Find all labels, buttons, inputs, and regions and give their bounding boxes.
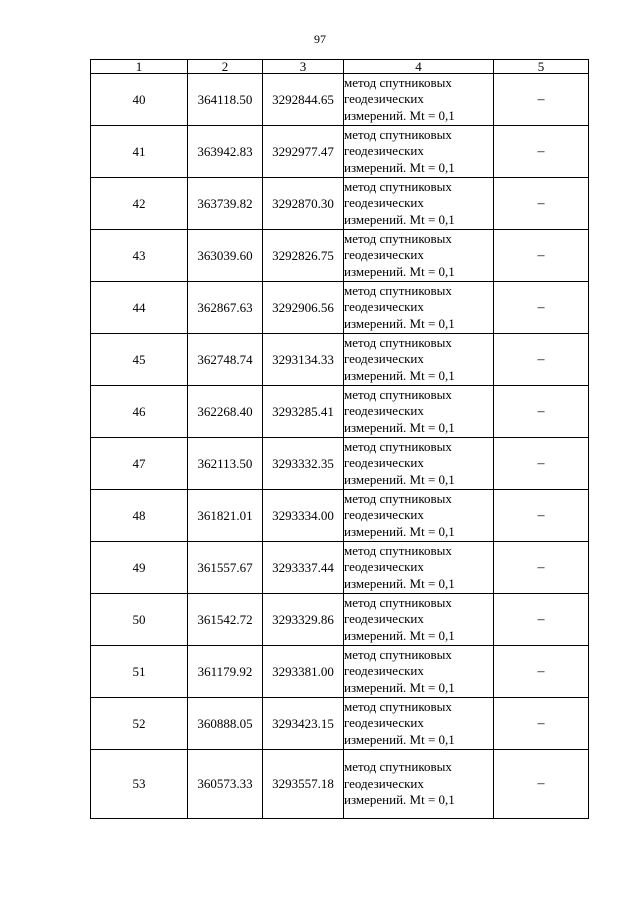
method-cell bbox=[344, 594, 494, 646]
method-line: метод спутниковых bbox=[344, 230, 452, 246]
method-cell bbox=[344, 230, 494, 282]
y-coordinate-cell: 3292844.65 bbox=[263, 74, 344, 126]
point-number-cell: 40 bbox=[91, 74, 188, 126]
note-cell: – bbox=[494, 126, 589, 178]
method-line: измерений. Mt = 0,1 bbox=[344, 627, 455, 643]
column-header-1: 1 bbox=[91, 60, 188, 74]
column-header-4: 4 bbox=[344, 60, 494, 74]
x-coordinate-cell: 361179.92 bbox=[188, 646, 263, 698]
table-row bbox=[91, 438, 589, 490]
method-line: измерений. Mt = 0,1 bbox=[344, 367, 455, 383]
method-line: измерений. Mt = 0,1 bbox=[344, 731, 455, 747]
x-coordinate-cell: 360573.33 bbox=[188, 750, 263, 819]
method-line: геодезических bbox=[344, 299, 424, 315]
method-line: геодезических bbox=[344, 715, 424, 731]
method-line: геодезических bbox=[344, 351, 424, 367]
method-line: метод спутниковых bbox=[344, 646, 452, 662]
table-row bbox=[91, 646, 589, 698]
method-line: измерений. Mt = 0,1 bbox=[344, 419, 455, 435]
note-cell: – bbox=[494, 178, 589, 230]
method-line: измерений. Mt = 0,1 bbox=[344, 679, 455, 695]
note-cell: – bbox=[494, 334, 589, 386]
method-line: измерений. Mt = 0,1 bbox=[344, 523, 455, 539]
x-coordinate-cell: 361542.72 bbox=[188, 594, 263, 646]
x-coordinate-cell: 364118.50 bbox=[188, 74, 263, 126]
method-line: метод спутниковых bbox=[344, 594, 452, 610]
method-cell bbox=[344, 282, 494, 334]
y-coordinate-cell: 3293381.00 bbox=[263, 646, 344, 698]
method-line: метод спутниковых bbox=[344, 698, 452, 714]
note-cell: – bbox=[494, 386, 589, 438]
y-coordinate-cell: 3293329.86 bbox=[263, 594, 344, 646]
method-line: измерений. Mt = 0,1 bbox=[344, 211, 455, 227]
column-header-5: 5 bbox=[494, 60, 589, 74]
method-line: геодезических bbox=[344, 663, 424, 679]
method-line: измерений. Mt = 0,1 bbox=[344, 471, 455, 487]
note-cell: – bbox=[494, 230, 589, 282]
point-number-cell: 44 bbox=[91, 282, 188, 334]
x-coordinate-cell: 362113.50 bbox=[188, 438, 263, 490]
method-cell bbox=[344, 74, 494, 126]
method-cell bbox=[344, 386, 494, 438]
method-line: метод спутниковых bbox=[344, 334, 452, 350]
column-header-2: 2 bbox=[188, 60, 263, 74]
point-number-cell: 51 bbox=[91, 646, 188, 698]
table-row bbox=[91, 230, 589, 282]
point-number-cell: 47 bbox=[91, 438, 188, 490]
point-number-cell: 53 bbox=[91, 750, 188, 819]
note-cell: – bbox=[494, 282, 589, 334]
note-cell: – bbox=[494, 750, 589, 819]
method-line: измерений. Mt = 0,1 bbox=[344, 575, 455, 591]
method-line: измерений. Mt = 0,1 bbox=[344, 107, 455, 123]
x-coordinate-cell: 362867.63 bbox=[188, 282, 263, 334]
table-row bbox=[91, 386, 589, 438]
method-line: геодезических bbox=[344, 559, 424, 575]
note-cell: – bbox=[494, 646, 589, 698]
table-row bbox=[91, 74, 589, 126]
point-number-cell: 49 bbox=[91, 542, 188, 594]
table-row bbox=[91, 698, 589, 750]
note-cell: – bbox=[494, 74, 589, 126]
x-coordinate-cell: 363039.60 bbox=[188, 230, 263, 282]
method-line: геодезических bbox=[344, 455, 424, 471]
method-cell bbox=[344, 490, 494, 542]
method-line: метод спутниковых bbox=[344, 178, 452, 194]
coordinates-table bbox=[90, 59, 589, 819]
point-number-cell: 41 bbox=[91, 126, 188, 178]
method-line: метод спутниковых bbox=[344, 386, 452, 402]
note-cell: – bbox=[494, 698, 589, 750]
x-coordinate-cell: 362748.74 bbox=[188, 334, 263, 386]
method-line: метод спутниковых bbox=[344, 438, 452, 454]
method-line: измерений. Mt = 0,1 bbox=[344, 159, 455, 175]
method-line: геодезических bbox=[344, 195, 424, 211]
y-coordinate-cell: 3292870.30 bbox=[263, 178, 344, 230]
method-line: геодезических bbox=[344, 611, 424, 627]
y-coordinate-cell: 3293557.18 bbox=[263, 750, 344, 819]
y-coordinate-cell: 3292977.47 bbox=[263, 126, 344, 178]
method-line: измерений. Mt = 0,1 bbox=[344, 792, 455, 808]
note-cell: – bbox=[494, 594, 589, 646]
method-cell bbox=[344, 178, 494, 230]
point-number-cell: 48 bbox=[91, 490, 188, 542]
method-line: метод спутниковых bbox=[344, 74, 452, 90]
method-line: измерений. Mt = 0,1 bbox=[344, 315, 455, 331]
table-row bbox=[91, 542, 589, 594]
table-body bbox=[91, 74, 589, 819]
method-line: метод спутниковых bbox=[344, 759, 452, 775]
x-coordinate-cell: 363942.83 bbox=[188, 126, 263, 178]
point-number-cell: 50 bbox=[91, 594, 188, 646]
method-cell bbox=[344, 438, 494, 490]
method-line: геодезических bbox=[344, 507, 424, 523]
table-row bbox=[91, 750, 589, 819]
y-coordinate-cell: 3292826.75 bbox=[263, 230, 344, 282]
table-row bbox=[91, 334, 589, 386]
method-line: метод спутниковых bbox=[344, 282, 452, 298]
note-cell: – bbox=[494, 542, 589, 594]
table-header-row bbox=[91, 60, 589, 74]
x-coordinate-cell: 361557.67 bbox=[188, 542, 263, 594]
y-coordinate-cell: 3293337.44 bbox=[263, 542, 344, 594]
point-number-cell: 52 bbox=[91, 698, 188, 750]
point-number-cell: 42 bbox=[91, 178, 188, 230]
table-row bbox=[91, 594, 589, 646]
method-line: геодезических bbox=[344, 143, 424, 159]
y-coordinate-cell: 3293134.33 bbox=[263, 334, 344, 386]
table-row bbox=[91, 490, 589, 542]
y-coordinate-cell: 3293285.41 bbox=[263, 386, 344, 438]
method-line: геодезических bbox=[344, 247, 424, 263]
method-cell bbox=[344, 646, 494, 698]
method-line: метод спутниковых bbox=[344, 126, 452, 142]
table-row bbox=[91, 126, 589, 178]
point-number-cell: 43 bbox=[91, 230, 188, 282]
x-coordinate-cell: 361821.01 bbox=[188, 490, 263, 542]
method-line: геодезических bbox=[344, 91, 424, 107]
table-row bbox=[91, 282, 589, 334]
y-coordinate-cell: 3292906.56 bbox=[263, 282, 344, 334]
method-line: геодезических bbox=[344, 403, 424, 419]
y-coordinate-cell: 3293334.00 bbox=[263, 490, 344, 542]
note-cell: – bbox=[494, 438, 589, 490]
y-coordinate-cell: 3293423.15 bbox=[263, 698, 344, 750]
method-line: измерений. Mt = 0,1 bbox=[344, 263, 455, 279]
method-cell bbox=[344, 334, 494, 386]
point-number-cell: 45 bbox=[91, 334, 188, 386]
method-line: геодезических bbox=[344, 775, 424, 791]
table-row bbox=[91, 178, 589, 230]
page-number: 97 bbox=[314, 32, 326, 46]
x-coordinate-cell: 362268.40 bbox=[188, 386, 263, 438]
method-line: метод спутниковых bbox=[344, 542, 452, 558]
method-cell bbox=[344, 126, 494, 178]
method-cell bbox=[344, 750, 494, 819]
column-header-3: 3 bbox=[263, 60, 344, 74]
point-number-cell: 46 bbox=[91, 386, 188, 438]
method-cell bbox=[344, 542, 494, 594]
x-coordinate-cell: 363739.82 bbox=[188, 178, 263, 230]
note-cell: – bbox=[494, 490, 589, 542]
y-coordinate-cell: 3293332.35 bbox=[263, 438, 344, 490]
method-cell bbox=[344, 698, 494, 750]
x-coordinate-cell: 360888.05 bbox=[188, 698, 263, 750]
method-line: метод спутниковых bbox=[344, 490, 452, 506]
